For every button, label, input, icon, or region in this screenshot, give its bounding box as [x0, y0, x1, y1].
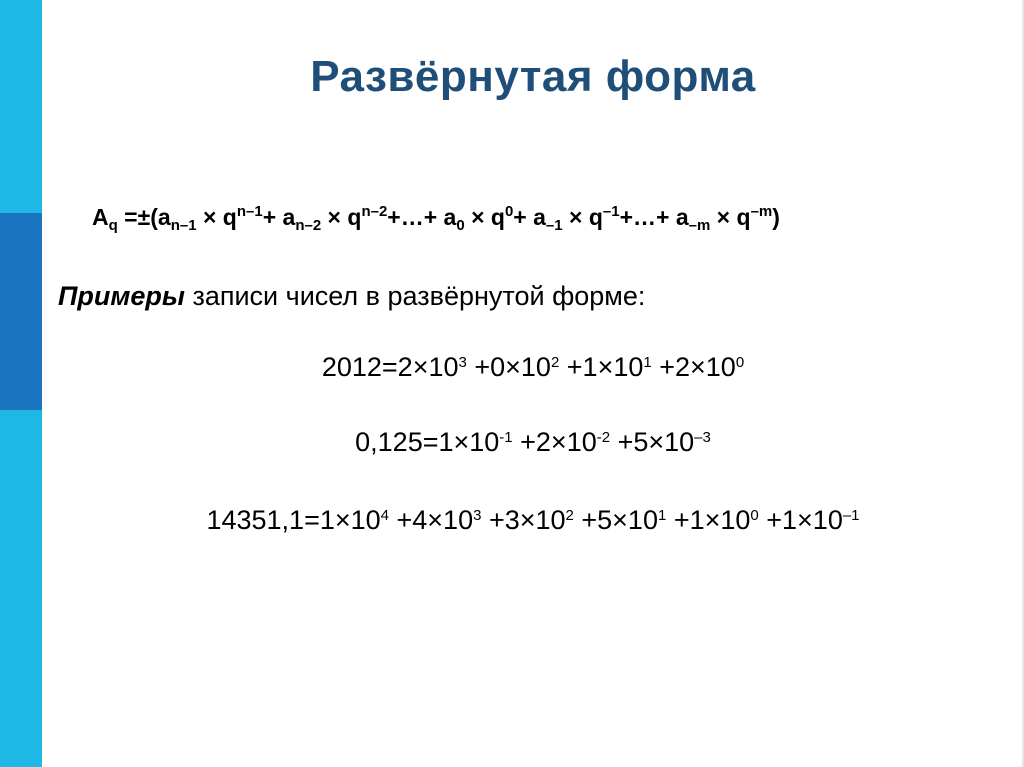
example-0-125: $0,125=1\times 10^{-1} +2\times 10^{-2} +5\times 10^{-3}$: [355, 427, 711, 457]
example-2012: $2012=2\times 10^3 +0\times 10^2 +1\times 10^1 +2\times 10^0$: [321, 352, 745, 382]
intro-text: записи чисел в развёрнутой форме:: [184, 281, 646, 311]
intro-bold-word: Примеры: [58, 281, 185, 311]
examples-intro: [58, 281, 645, 312]
expanded-form-formula: $A_q =\pm(a_{n-1} \times q^{n-1}+ a_{n-2}$ × $q^{n-2}+\dots+ a_0 \times q^0+ a_{-1}$ × $q^{-1}+\dots+ a_{-m} \times q^{-m}$): [92, 203, 780, 234]
example-14351-1: $14351,1=1\times 10^4 +4\times 10^3 +3\times 10^2 +5\times 10^1 +1\times 10^0 +1\times 10^{-1}$: [206, 505, 860, 535]
left-accent-bar-dark: [0, 213, 42, 410]
slide-title: Развёрнутая форма: [310, 52, 756, 101]
